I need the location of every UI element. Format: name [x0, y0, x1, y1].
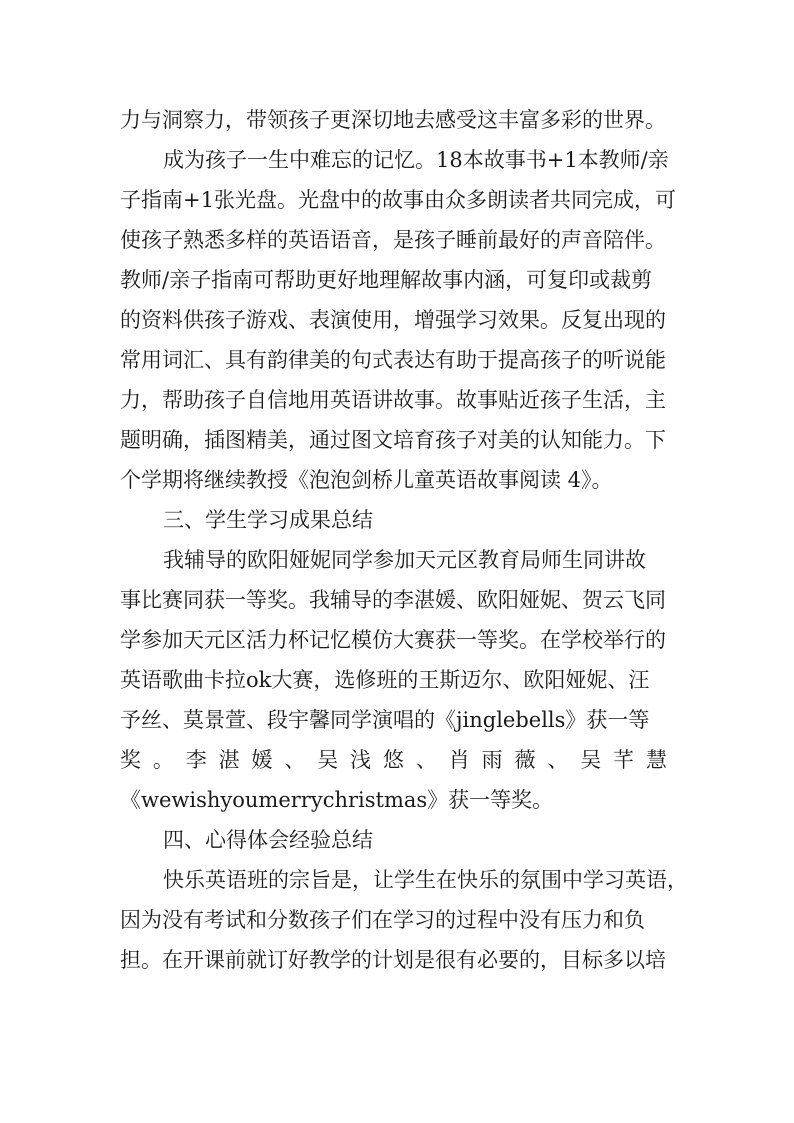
text-line-9: 题明确，插图精美，通过图文培育孩子对美的认知能力。下	[120, 428, 666, 452]
text-line-6: 的资料供孩子游戏、表演使用，增强学习效果。反复出现的	[120, 308, 666, 332]
text-line-15: 英语歌曲卡拉ok大赛，选修班的王斯迈尔、欧阳娅妮、汪	[120, 668, 650, 692]
section-heading-3: 三、学生学习成果总结	[163, 508, 373, 532]
text-line-22: 担。在开课前就订好教学的计划是很有必要的，目标多以培	[120, 948, 666, 972]
text-line-5: 教师/亲子指南可帮助更好地理解故事内涵，可复印或裁剪	[120, 268, 653, 292]
text-line-16: 予丝、莫景萱、段宇馨同学演唱的《jinglebells》获一等	[120, 708, 650, 732]
text-line-4: 使孩子熟悉多样的英语语音，是孩子睡前最好的声音陪伴。	[120, 228, 666, 252]
text-line-7: 常用词汇、具有韵律美的句式表达有助于提高孩子的听说能	[120, 348, 666, 372]
text-line-18: 《wewishyoumerrychristmas》获一等奖。	[120, 788, 554, 812]
text-line-2: 成为孩子一生中难忘的记忆。18本故事书+1本教师/亲	[163, 148, 669, 172]
text-line-14: 学参加天元区活力杯记忆模仿大赛获一等奖。在学校举行的	[120, 628, 666, 652]
text-line-17: 奖。李湛媛、吴浅悠、肖雨薇、吴芊慧	[120, 748, 673, 772]
text-line-13: 事比赛同获一等奖。我辅导的李湛媛、欧阳娅妮、贺云飞同	[120, 588, 666, 612]
text-line-21: 因为没有考试和分数孩子们在学习的过程中没有压力和负	[120, 908, 645, 932]
text-line-20: 快乐英语班的宗旨是，让学生在快乐的氛围中学习英语，	[163, 868, 688, 892]
text-line-10: 个学期将继续教授《泡泡剑桥儿童英语故事阅读 4》。	[120, 468, 613, 492]
text-line-8: 力，帮助孩子自信地用英语讲故事。故事贴近孩子生活，主	[120, 388, 666, 412]
section-heading-4: 四、心得体会经验总结	[163, 828, 373, 852]
text-line-3: 子指南+1张光盘。光盘中的故事由众多朗读者共同完成，可	[120, 188, 676, 212]
text-line-12: 我辅导的欧阳娅妮同学参加天元区教育局师生同讲故	[163, 548, 646, 572]
text-line-1: 力与洞察力，带领孩子更深切地去感受这丰富多彩的世界。	[120, 108, 666, 132]
